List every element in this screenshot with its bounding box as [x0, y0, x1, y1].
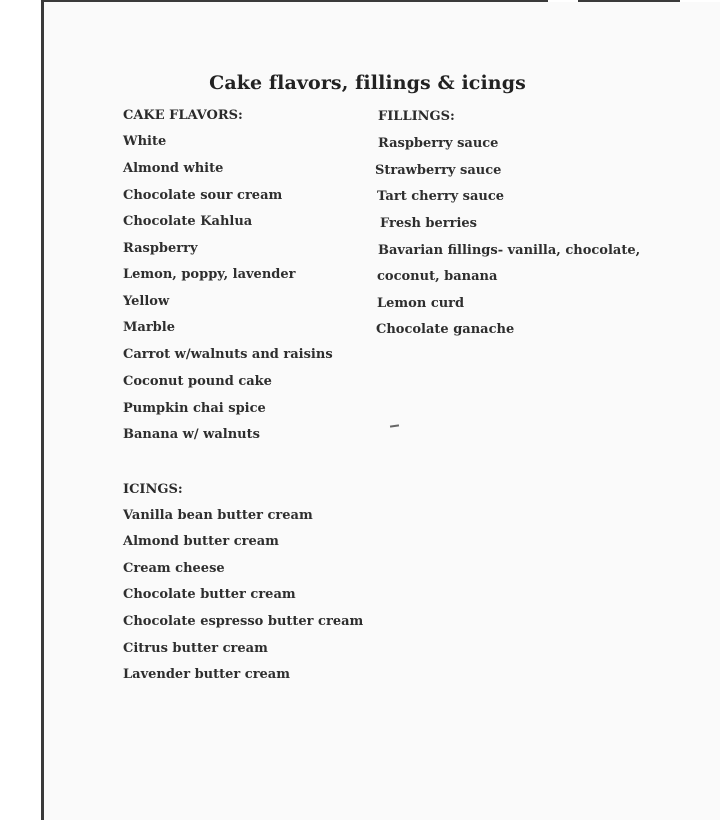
- filling-item: Strawberry sauce: [375, 163, 502, 178]
- cake-flavors-heading: CAKE FLAVORS:: [123, 108, 243, 123]
- cake-flavor-item: Almond white: [123, 161, 224, 176]
- filling-item: Lemon curd: [377, 296, 465, 311]
- filling-item: Chocolate ganache: [376, 322, 515, 337]
- document-title: Cake flavors, fillings & icings: [209, 72, 526, 94]
- cake-flavor-item: Lemon, poppy, lavender: [123, 267, 296, 282]
- cake-flavor-item: Pumpkin chai spice: [123, 401, 266, 416]
- filling-item: Raspberry sauce: [378, 136, 499, 151]
- filling-item: Bavarian fillings- vanilla, chocolate,: [378, 243, 641, 258]
- filling-item: coconut, banana: [377, 269, 498, 284]
- icing-item: Chocolate espresso butter cream: [123, 614, 364, 629]
- icing-item: Almond butter cream: [123, 534, 279, 549]
- icing-item: Lavender butter cream: [123, 667, 290, 682]
- page-top-edge-gap: [548, 0, 578, 2]
- fillings-heading: FILLINGS:: [378, 109, 455, 124]
- icing-item: Citrus butter cream: [123, 641, 268, 656]
- cake-flavor-item: Chocolate sour cream: [123, 188, 283, 203]
- cake-flavor-item: Raspberry: [123, 241, 198, 256]
- cake-flavor-item: Yellow: [123, 294, 170, 309]
- cake-flavor-item: Marble: [123, 320, 175, 335]
- cake-flavor-item: Banana w/ walnuts: [123, 427, 260, 442]
- cake-flavor-item: White: [123, 134, 167, 149]
- icing-item: Vanilla bean butter cream: [123, 508, 313, 523]
- icing-item: Chocolate butter cream: [123, 587, 296, 602]
- page-left-edge: [41, 0, 44, 820]
- cake-flavor-item: Coconut pound cake: [123, 374, 272, 389]
- filling-item: Fresh berries: [380, 216, 478, 231]
- icings-heading: ICINGS:: [123, 482, 183, 497]
- cake-flavor-item: Carrot w/walnuts and raisins: [123, 347, 333, 362]
- icing-item: Cream cheese: [123, 561, 225, 576]
- page-top-edge: [44, 0, 680, 2]
- cake-flavor-item: Chocolate Kahlua: [123, 214, 253, 229]
- filling-item: Tart cherry sauce: [377, 189, 505, 204]
